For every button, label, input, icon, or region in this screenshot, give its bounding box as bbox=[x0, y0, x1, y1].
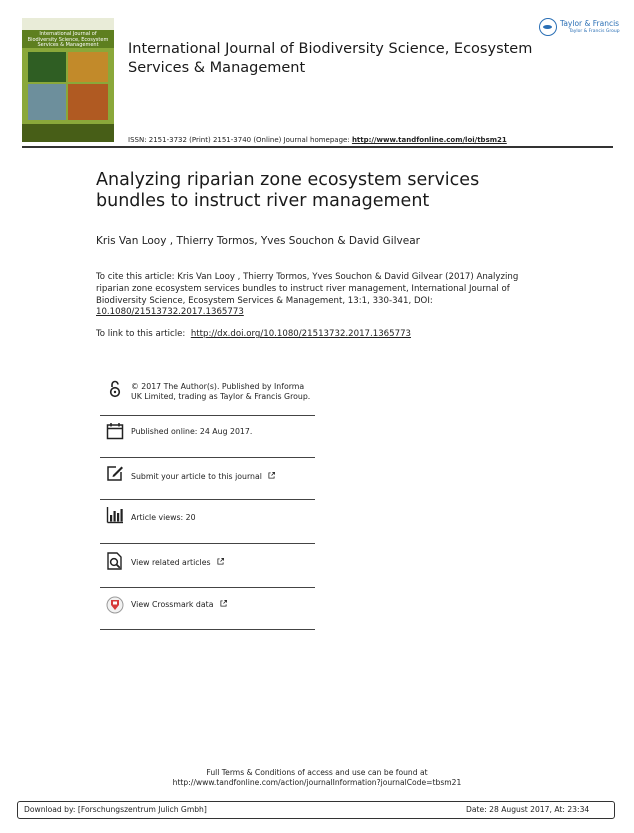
journal-title: International Journal of Biodiversity Science, Ecosystem Services & Management bbox=[128, 41, 533, 76]
related-row[interactable] bbox=[100, 550, 315, 584]
publisher-logo-icon bbox=[539, 18, 557, 36]
terms-notice: Full Terms & Conditions of access and use can be found at http://www.tandfonline.com/action/journalInformation?journalCode=tbsm21 bbox=[0, 768, 634, 788]
download-date: Date: 28 August 2017, At: 23:34 bbox=[466, 805, 590, 814]
crossmark-link[interactable]: View Crossmark data bbox=[131, 600, 214, 609]
divider bbox=[100, 457, 315, 458]
divider bbox=[100, 543, 315, 544]
journal-cover bbox=[22, 18, 114, 142]
license-text: © 2017 The Author(s). Published by Informa UK Limited, trading as Taylor & Francis Group. bbox=[131, 382, 311, 401]
license-row[interactable] bbox=[100, 380, 315, 416]
doi-link[interactable]: 10.1080/21513732.2017.1365773 bbox=[96, 307, 244, 318]
article-link-line: To link to this article: http://dx.doi.org/10.1080/21513732.2017.1365773 bbox=[96, 329, 412, 339]
external-link-icon bbox=[220, 600, 227, 607]
authors: Kris Van Looy , Thierry Tormos, Yves Souchon & David Gilvear bbox=[96, 235, 420, 247]
submit-article-link[interactable]: Submit your article to this journal bbox=[131, 472, 262, 481]
crossmark-row[interactable] bbox=[100, 594, 315, 626]
cover-title: International Journal of Biodiversity Science, Ecosystem Services & Management bbox=[27, 31, 109, 48]
published-date: Published online: 24 Aug 2017. bbox=[131, 427, 253, 436]
edit-icon bbox=[106, 464, 124, 482]
divider bbox=[100, 587, 315, 588]
publisher-logo[interactable]: Taylor & Francis Taylor & Francis Group bbox=[539, 16, 615, 40]
submit-row[interactable] bbox=[100, 464, 315, 494]
published-row bbox=[100, 422, 315, 454]
bar-chart-icon bbox=[106, 506, 124, 524]
external-link-icon bbox=[217, 558, 224, 565]
views-row bbox=[100, 506, 315, 536]
article-doi-url[interactable]: http://dx.doi.org/10.1080/21513732.2017.1365773 bbox=[190, 329, 412, 339]
related-articles-link[interactable]: View related articles bbox=[131, 558, 211, 567]
issn-line: ISSN: 2151-3732 (Print) 2151-3740 (Online) Journal homepage: http://www.tandfonline.com/loi/tbsm21 bbox=[128, 136, 507, 144]
divider bbox=[100, 629, 315, 630]
citation: To cite this article: Kris Van Looy , Thierry Tormos, Yves Souchon & David Gilvear (2017) Analyzing riparian zone ecosystem services bundles to instruct river management, International Journal of Biodiversity Science, Ecosystem Services & Management, 13:1, 330-341, DOI: 10.1080/21513732.2017.1365773 bbox=[96, 272, 519, 318]
crossmark-icon bbox=[106, 596, 124, 614]
header-divider bbox=[22, 146, 613, 148]
open-access-icon bbox=[106, 380, 124, 398]
divider bbox=[100, 499, 315, 500]
divider bbox=[100, 415, 315, 416]
downloaded-by: Download by: [Forschungszentrum Julich Gmbh] bbox=[24, 805, 207, 814]
calendar-icon bbox=[106, 422, 124, 440]
external-link-icon bbox=[268, 472, 275, 479]
terms-link[interactable]: http://www.tandfonline.com/action/journalInformation?journalCode=tbsm21 bbox=[172, 778, 462, 787]
related-articles-icon bbox=[106, 552, 124, 570]
article-title: Analyzing riparian zone ecosystem services bundles to instruct river management bbox=[96, 170, 480, 211]
article-views: Article views: 20 bbox=[131, 513, 196, 522]
journal-homepage-link[interactable]: http://www.tandfonline.com/loi/tbsm21 bbox=[351, 136, 507, 144]
